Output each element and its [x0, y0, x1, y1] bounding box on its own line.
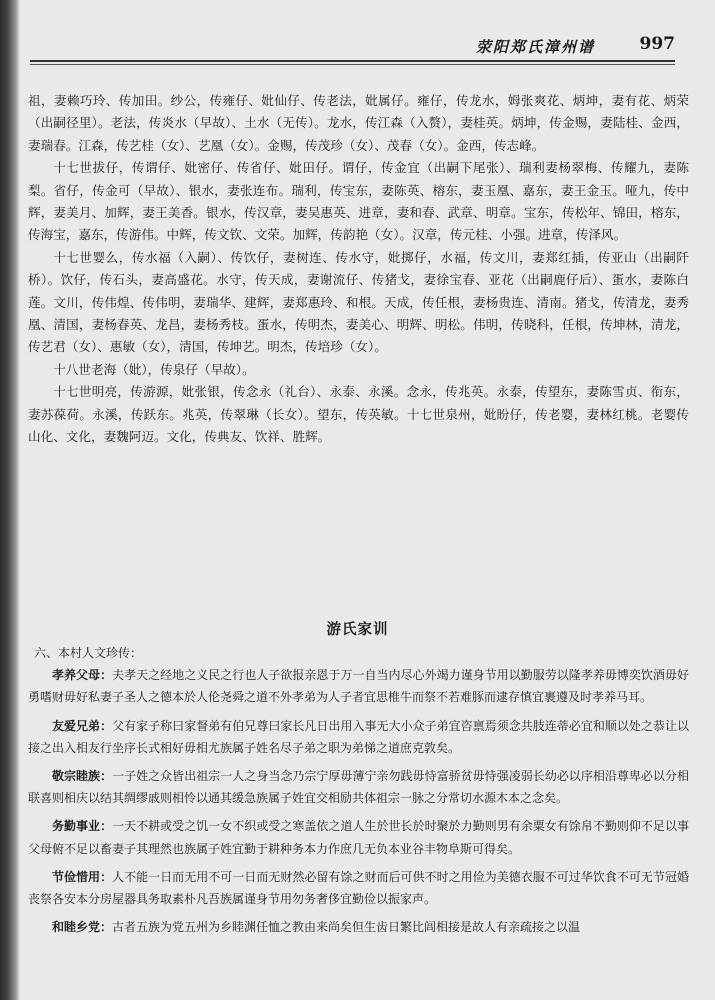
header-rule-thick [30, 60, 675, 62]
lesson-item [28, 866, 689, 910]
lesson-item [28, 765, 689, 809]
lesson-label: 和睦乡党： [52, 920, 113, 935]
lesson-item [28, 815, 689, 859]
lesson-item [28, 916, 689, 938]
lesson-text: 人不能一日而无用不可一日而无财然必留有馀之财而后可供不时之用俭为美德衣服不可过华饮食不可无节冠婚丧祭各安本分房屋器具务取素朴凡吾族属谨身节用勿务奢侈宜勤俭以振家声。 [28, 869, 689, 907]
lessons-heading: 六、本村人文珍传： [34, 646, 143, 660]
lesson-label: 节俭惜用： [52, 869, 113, 884]
page-number: 997 [639, 34, 675, 54]
lesson-text: 夫孝天之经地之义民之行也人子欲报亲恩于万一自当内尽心外竭力谨身节用以勤服劳以隆孝养毋博奕饮酒毋好勇嗜财毋好私妻子圣人之德本於人伦尧舜之道不外孝弟为人子者宜思椎牛而祭不若难豚而逮存慎宜裹遵及时孝养马耳。 [28, 668, 689, 705]
running-header [30, 14, 675, 64]
genealogy-paragraph: 十七世明亮，传游源，妣张银，传念永（礼台）、永泰、永溪。念永，传兆英。永泰，传望东，妻陈雪贞、衔东，妻苏葆荷。永溪，传跃东。兆英，传翠琳（长女）。望东，传英敏。十七世泉州，妣盼仔，传老婴，妻林红桃。老婴传山化、文化，妻魏阿迈。文化，传典友、饮祥、胜辉。 [28, 384, 689, 445]
lesson-item [28, 715, 689, 759]
lesson-label: 务勤事业： [52, 819, 113, 834]
family-lessons [28, 642, 689, 938]
genealogy-paragraph: 十八世老海（妣），传泉仔（早故）。 [53, 361, 255, 377]
lesson-text: 一子姓之众皆出祖宗一人之身当念乃宗宁厚毋薄宁亲勿践毋恃富骄贫毋恃强凌弱长幼必以序相沿尊卑必以分相联喜则相庆以结其绸缪戚则相怜以通其缓急族属子姓宜交相励共体祖宗一脉之分常切水源木本之念矣。 [28, 769, 689, 806]
lesson-item [28, 664, 689, 708]
header-rule-thin [30, 64, 675, 65]
genealogy-text [28, 90, 689, 449]
page-binding-shadow [0, 0, 20, 1000]
lesson-text: 父有家子称曰家督弟有伯兄尊曰家长凡日出用入事无大小众子弟宜咨禀焉须念共肢连蒂必宜和顺以处之恭让以接之出入相友行坐序长式相好毋相尤族属子姓名尽子弟之职为弟悌之道庶克敦矣。 [28, 718, 689, 755]
genealogy-paragraph: 祖，妻赖巧玲、传加田。纱公，传雍仔、妣仙仔、传老法，妣属仔。雍仔，传龙水，姆张爽花、炳坤，妻有花、炳荣（出嗣径里）。老法，传炎水（早故）、土水（无传）。龙水，传江森（入赘），妻桂英。炳坤，传金赐，妻陆桂、金西，妻瑞春。江森，传艺桂（女）、艺凰（女）。金赐，传茂珍（女）、茂春（女）。金西，传志峰。 [28, 93, 689, 153]
lesson-label: 孝养父母： [52, 668, 113, 683]
genealogy-paragraph: 十七世婴么，传水福（入嗣）、传饮仔，妻树连、传水守，妣掷仔，水福，传文川，妻郑红插，传亚山（出嗣阡桥）。饮仔，传石头，妻高盛花。水守，传天成，妻谢流仔、传猪戈，妻徐宝春、亚花（出嗣鹿仔后）、蛋水，妻陈白莲。文川，传伟煌、传伟明，妻瑞华、建辉，妻郑惠玲、和根。天成，传任根，妻杨贵连、清南。猪戈，传清龙，妻秀凰、清国，妻杨春英、龙昌，妻杨秀枝。蛋水，传明杰，妻美心、明辉、明松。伟明，传晓科，任根，传坤林，清龙，传艺君（女）、惠敏（女），清国，传坤艺。明杰，传培珍（女）。 [28, 249, 689, 355]
lesson-text: 一天不耕或受之饥一女不织或受之寒盖依之道人生於世长於时聚於力勤则男有余粟女有馀帛不勤则仰不足以事父母俯不足以畜妻子其理然也族属子姓宜勤于耕种务本力作庶几无负本业谷丰物阜斯可得矣。 [28, 819, 689, 856]
header-book-title: 荥阳郑氏漳州谱 [475, 38, 595, 56]
lesson-label: 敬宗睦族： [52, 769, 113, 784]
section-title: 游氏家训 [326, 621, 389, 638]
lesson-label: 友爱兄弟： [52, 718, 113, 733]
genealogy-paragraph: 十七世拔仔，传谓仔、妣密仔、传省仔、妣田仔。谓仔，传金宜（出嗣下尾张）、瑞利妻杨翠梅、传耀九，妻陈梨。省仔，传金可（早故）、银水，妻张连布。瑞利，传宝东，妻陈英、榕东，妻玉凰、嘉东，妻王金玉。哑九，传中辉，妻美月、加辉，妻王美香。银水，传汉章，妻吴惠英、进章，妻和春、武章、明章。宝东，传松年、锦田，榕东，传海宝，嘉东，传游伟。中辉，传文钦、文荣。加辉，传韵艳（女）。汉章，传元桂、小强。进章，传泽风。 [28, 160, 689, 243]
lesson-text: 古者五族为党五州为乡睦渊任恤之教由来尚矣但生齿日繁比闾相接是故人有亲疏接之以温 [112, 920, 581, 935]
